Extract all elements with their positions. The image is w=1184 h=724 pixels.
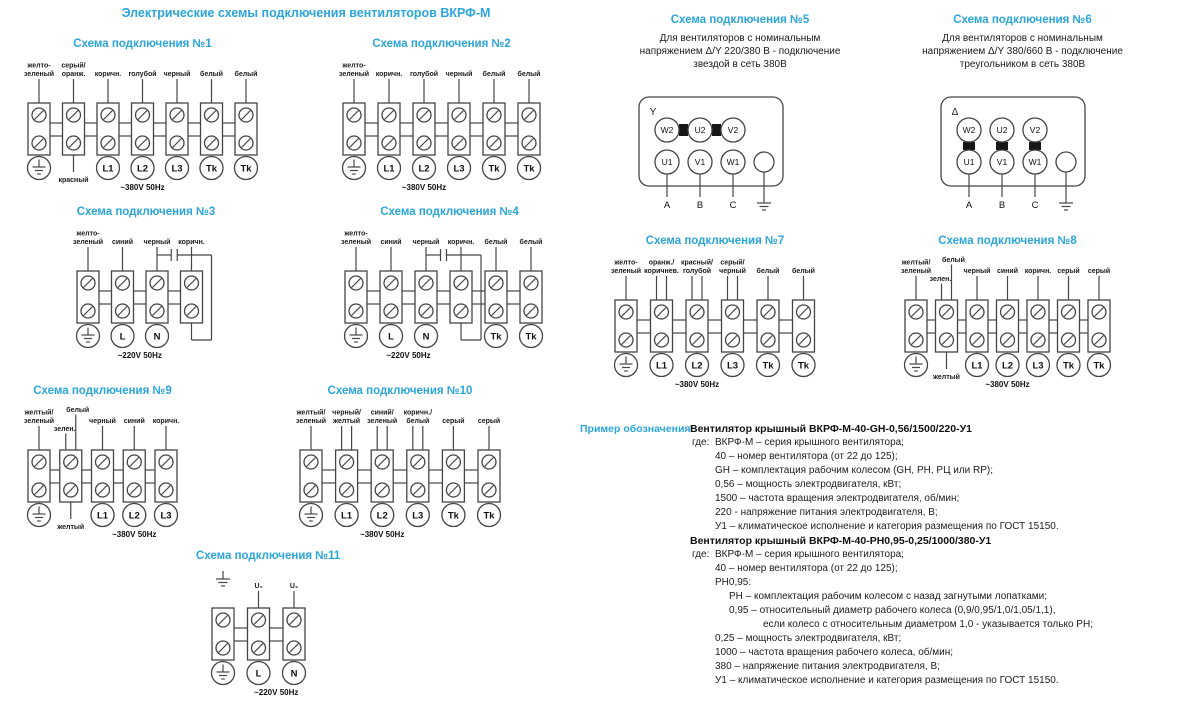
terminal-label: V1 (694, 157, 706, 167)
wire-label: белый (66, 407, 90, 414)
wire-label: желтый (333, 418, 361, 425)
terminal-label: L1 (102, 163, 114, 175)
example-label: Пример обозначения: (580, 423, 695, 435)
terminal-label: Tk (523, 163, 535, 175)
scheme-description-line: напряжением Δ/Y 220/380 В - подключение (639, 46, 841, 57)
wire-label: оранж. (61, 71, 86, 78)
wire-label: белый (200, 71, 223, 78)
example-line: РН0,95: (715, 577, 752, 588)
scheme-10-diagram (284, 403, 516, 550)
scheme-1-title: Схема подключения №1 (73, 38, 212, 50)
scheme-4 (329, 204, 570, 371)
wire-label: коричнев. (644, 268, 679, 275)
scheme-1-diagram (12, 56, 273, 203)
terminal-label: V1 (996, 157, 1008, 167)
wire-label: серый/ (720, 259, 745, 267)
wire-label: белый (234, 71, 258, 78)
wire-label: серый/ (61, 62, 86, 70)
earth-icon (216, 571, 230, 586)
page-title: Электрические схемы подключения вентиляторов ВКРФ-М (121, 6, 491, 20)
wire-label: желтый/ (24, 409, 54, 417)
terminal-label: L (388, 331, 394, 343)
example-line: ВКРФ-М – серия крышного вентилятора; (715, 437, 904, 448)
scheme-3 (61, 204, 231, 371)
wire-label: голубой (128, 71, 157, 78)
terminal-label: L2 (1001, 360, 1014, 372)
example-line: 1500 – частота вращения электродвигателя, об/мин; (715, 493, 960, 504)
scheme-6-title: Схема подключения №6 (953, 14, 1092, 26)
wire-label: желто- (76, 230, 100, 238)
scheme-5 (602, 12, 878, 222)
terminal-label: L3 (453, 163, 465, 175)
scheme-description-line: звездой в сеть 380В (693, 59, 787, 70)
phase-label: C (729, 200, 737, 211)
example-line: 0,25 – мощность электродвигателя, кВт; (715, 633, 902, 644)
wire-label: белый (756, 268, 780, 275)
scheme-1 (12, 36, 273, 203)
terminal-label: W2 (962, 125, 976, 135)
wire-label: белый (792, 268, 815, 275)
wire-label: желтый (933, 374, 960, 381)
phase-label: A (965, 200, 973, 211)
terminal-label: L3 (160, 510, 172, 522)
wire-label: U₁ (254, 583, 263, 590)
scheme-3-title: Схема подключения №3 (76, 206, 216, 218)
wire-label: синий/ (370, 409, 394, 417)
terminal-label: N (153, 331, 161, 343)
phase-label: B (696, 200, 704, 211)
voltage-label: ~220V 50Hz (254, 688, 299, 697)
terminal-label: Tk (490, 331, 502, 343)
terminal-label: V2 (1029, 125, 1041, 135)
wire-label: зеленый (23, 418, 55, 425)
scheme-2 (327, 36, 556, 203)
example-line: ВКРФ-М – серия крышного вентилятора; (715, 549, 904, 560)
wire-label: желто- (344, 230, 368, 238)
terminal-label: L1 (655, 360, 668, 372)
example-line: 0,95 – относительный диаметр рабочего колеса (0,9/0,95/1,0/1,05/1,1), (729, 605, 1056, 616)
terminal-label: L2 (418, 163, 430, 175)
scheme-8 (889, 233, 1126, 400)
ground-terminal-circle (754, 152, 774, 172)
wire-label: черный (719, 268, 746, 275)
wire-label: оранж./ (648, 259, 675, 267)
voltage-label: ~220V 50Hz (117, 351, 162, 360)
example-title-1: Вентилятор крышный ВКРФ-М-40-GH-0,56/1500/220-У1 (690, 423, 972, 435)
wire-label: коричн. (178, 239, 205, 246)
ground-terminal-icon (343, 157, 366, 180)
scheme-9-title: Схема подключения №9 (33, 385, 172, 397)
wire-label: белый (482, 71, 506, 78)
wire-label: зеленый (340, 239, 372, 246)
terminal-label: W1 (726, 157, 740, 167)
wire-label: желтый/ (296, 409, 326, 417)
wire-label: серый (1087, 268, 1111, 275)
terminal-label: W2 (660, 125, 674, 135)
terminal-label: L2 (691, 360, 703, 372)
wire-label: зелен. (929, 276, 952, 283)
wire-label: серый (477, 418, 501, 425)
example-line: GH – комплектация рабочим колесом (GH, PH, РЦ или RP); (715, 465, 994, 476)
example-line: 380 – напряжение питания электродвигателя, В; (715, 661, 940, 672)
wire-label: коричн. (152, 418, 180, 425)
terminal-label: W1 (1028, 157, 1042, 167)
terminal-label: Tk (483, 510, 495, 522)
example-line: 1000 – частота вращения рабочего колеса, об/мин; (715, 647, 954, 658)
scheme-10 (284, 383, 516, 550)
ground-terminal-icon (905, 354, 928, 377)
example-line: 0,56 – мощность электродвигателя, кВт; (715, 479, 902, 490)
ground-terminal-icon (28, 504, 51, 527)
terminal-label: L2 (376, 510, 388, 522)
phase-label: C (1031, 200, 1039, 211)
wire-label: зеленый (900, 268, 932, 275)
voltage-label: ~220V 50Hz (386, 351, 431, 360)
terminal-label: Tk (762, 360, 774, 372)
jumper-bar (1029, 142, 1041, 150)
scheme-5-diagram (631, 89, 801, 222)
scheme-9-diagram (12, 403, 193, 550)
example-lines-1 (692, 436, 1184, 534)
scheme-6-diagram (933, 89, 1103, 222)
scheme-9 (12, 383, 193, 550)
wire-label: синий (996, 268, 1019, 275)
wire-label: желто- (27, 62, 51, 70)
voltage-label: ~380V 50Hz (985, 380, 1030, 389)
voltage-label: ~380V 50Hz (674, 380, 720, 389)
wire-label: красный (58, 177, 89, 184)
example-where-label: где: (692, 437, 710, 448)
wire-label: зеленый (295, 418, 327, 425)
terminal-label: U2 (694, 125, 706, 135)
scheme-11-diagram (196, 568, 321, 708)
terminal-label: L1 (96, 510, 109, 522)
designation-example (580, 422, 1184, 688)
wire-label: голубой (409, 71, 439, 78)
wire-label: зелен. (53, 426, 76, 433)
terminal-label: Tk (1062, 360, 1075, 372)
ground-terminal-icon (28, 157, 51, 180)
scheme-7-title: Схема подключения №7 (645, 235, 785, 247)
scheme-description-line: напряжением Δ/Y 380/660 В - подключение (922, 46, 1123, 57)
example-line: 40 – номер вентилятора (от 22 до 125); (715, 451, 898, 462)
scheme-description-line: треугольником в сеть 380В (959, 59, 1086, 70)
wire-label: черный (963, 268, 991, 275)
wire-label: белый (406, 418, 430, 425)
terminal-label: L1 (971, 360, 983, 372)
terminal-label: L (119, 331, 126, 343)
scheme-6 (895, 12, 1150, 222)
scheme-2-title: Схема подключения №2 (372, 38, 511, 50)
scheme-2-diagram (327, 56, 556, 203)
scheme-description-line: Для вентиляторов с номинальным (942, 33, 1103, 44)
example-lines-2 (692, 548, 1184, 688)
voltage-label: ~380V 50Hz (360, 530, 405, 539)
terminal-label: L3 (726, 360, 739, 372)
wire-label: коричн. (375, 71, 403, 78)
ground-terminal-circle (1056, 152, 1076, 172)
scheme-4-diagram (329, 224, 570, 371)
scheme-6-description (895, 32, 1150, 71)
scheme-11-title: Схема подключения №11 (196, 550, 341, 562)
wire-label: белый (942, 257, 965, 264)
wire-label: серый (442, 418, 465, 425)
terminal-label: L (255, 668, 262, 680)
wire-label: белый (519, 239, 543, 246)
example-line: У1 – климатическое исполнение и категория размещения по ГОСТ 15150. (715, 675, 1059, 686)
example-line: У1 – климатическое исполнение и категория размещения по ГОСТ 15150. (715, 521, 1059, 532)
terminal-label: L2 (136, 163, 149, 175)
terminal-label: Tk (525, 331, 537, 343)
example-title-2: Вентилятор крышный ВКРФ-М-40-РН0,95-0,25/1000/380-У1 (690, 535, 992, 547)
terminal-label: V2 (727, 125, 739, 135)
winding-symbol: Δ (951, 107, 959, 118)
earth-icon (757, 195, 771, 210)
ground-terminal-icon (300, 504, 323, 527)
wire-label: черный (445, 71, 473, 78)
wire-label: зеленый (610, 268, 642, 275)
voltage-label: ~380V 50Hz (120, 183, 165, 192)
example-line: если колесо с относительным диаметром 1,0 - указывается только РН; (763, 619, 1093, 630)
scheme-8-title: Схема подключения №8 (938, 235, 1077, 247)
example-line: 40 – номер вентилятора (от 22 до 125); (715, 563, 898, 574)
scheme-4-title: Схема подключения №4 (380, 206, 519, 218)
scheme-8-diagram (889, 253, 1126, 400)
jumper-bar (712, 124, 721, 136)
wire-label: зеленый (338, 71, 370, 78)
terminal-label: L1 (341, 510, 353, 522)
phase-label: B (998, 200, 1006, 211)
example-line: 220 - напряжение питания электродвигателя, В; (715, 507, 938, 518)
example-line: РН – комплектация рабочим колесом с назад загнутыми лопатками; (729, 591, 1048, 602)
wire-label: голубой (682, 268, 712, 275)
terminal-label: Tk (205, 163, 218, 175)
scheme-7-diagram (599, 253, 831, 400)
wire-label: белый (484, 239, 508, 246)
terminal-label: U2 (996, 125, 1008, 135)
terminal-label: U1 (661, 157, 673, 167)
terminal-label: Tk (797, 360, 810, 372)
terminal-label: N (422, 331, 430, 343)
scheme-10-title: Схема подключения №10 (327, 385, 473, 397)
wire-label: желто- (614, 259, 638, 267)
scheme-11 (196, 548, 341, 708)
scheme-5-title: Схема подключения №5 (670, 14, 810, 26)
wire-label: зеленый (23, 71, 55, 78)
terminal-label: Tk (240, 163, 252, 175)
terminal-label: L3 (1032, 360, 1044, 372)
terminal-label: L2 (128, 510, 140, 522)
wire-label: желтый/ (901, 259, 931, 267)
ground-terminal-icon (77, 325, 100, 348)
wire-label: черный (143, 239, 171, 246)
voltage-label: ~380V 50Hz (401, 183, 447, 192)
terminal-label: L3 (171, 163, 183, 175)
ground-terminal-icon (615, 354, 638, 377)
terminal-label: Tk (447, 510, 459, 522)
wire-label: желтый (57, 524, 85, 531)
wire-label: U₂ (289, 583, 299, 590)
wire-label: красный/ (680, 259, 714, 267)
wire-label: черный (163, 71, 191, 78)
terminal-label: L1 (383, 163, 395, 175)
wire-label: черный (412, 239, 440, 246)
scheme-7 (599, 233, 831, 400)
wire-label: белый (517, 71, 541, 78)
scheme-description-line: Для вентиляторов с номинальным (659, 33, 821, 44)
wire-label: синий (123, 418, 145, 425)
wire-label: коричн. (94, 71, 122, 78)
scheme-3-diagram (61, 224, 231, 371)
terminal-label: Tk (1093, 360, 1105, 372)
voltage-label: ~380V 50Hz (112, 530, 157, 539)
terminal-label: N (290, 668, 298, 680)
wire-label: зеленый (72, 239, 104, 246)
wire-label: коричн./ (403, 409, 433, 417)
terminal-label: L3 (412, 510, 424, 522)
wire-label: синий (380, 239, 402, 246)
wire-label: коричн. (1024, 268, 1052, 275)
wire-label: желто- (342, 62, 366, 70)
jumper-bar (679, 124, 688, 136)
wire-label: синий (111, 239, 134, 246)
wire-label: серый (1057, 268, 1080, 275)
jumper-bar (996, 142, 1008, 150)
terminal-label: Tk (488, 163, 500, 175)
earth-icon (1059, 195, 1073, 210)
phase-label: A (663, 200, 671, 211)
example-where-label: где: (692, 549, 710, 560)
terminal-label: U1 (963, 157, 975, 167)
winding-symbol: Y (649, 107, 657, 118)
ground-terminal-icon (212, 662, 235, 685)
wire-label: коричн. (447, 239, 475, 246)
ground-terminal-icon (345, 325, 368, 348)
jumper-bar (963, 142, 975, 150)
wire-label: зеленый (367, 418, 398, 425)
wire-label: черный (89, 418, 116, 425)
scheme-5-description (602, 32, 878, 71)
wire-label: черный/ (332, 409, 361, 417)
